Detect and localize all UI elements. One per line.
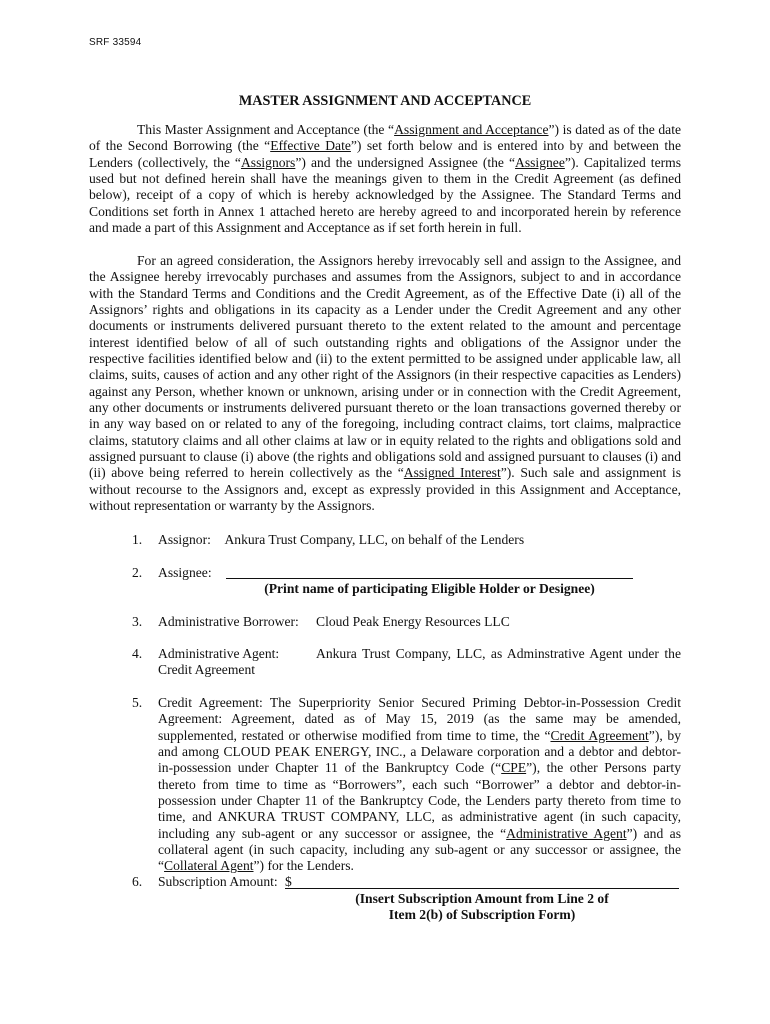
document-code: SRF 33594	[89, 37, 142, 48]
intro-text-1: This Master Assignment and Acceptance (the “	[137, 122, 395, 137]
currency-symbol: $	[285, 874, 292, 889]
item-label: Subscription Amount:	[158, 874, 278, 889]
defined-term-effective-date: Effective Date	[270, 138, 351, 154]
administrative-agent-label-continued: Credit Agreement	[158, 662, 256, 677]
defined-term-assignment-and-acceptance: Assignment and Acceptance	[394, 122, 549, 137]
item-number: 5.	[132, 695, 143, 710]
consideration-text-2: ”). Such sale and assignment is without recourse to the Assignors and, except as expressly provided in this Assignment and Acceptance, without representation or warranty by the Assignors.	[89, 465, 681, 514]
subscription-caption-line-2: Item 2(b) of Subscription Form)	[388, 907, 576, 922]
subscription-caption-line-1: (Insert Subscription Amount from Line 2 of	[355, 891, 609, 906]
defined-term-administrative-agent: Administrative Agent	[506, 825, 627, 841]
defined-term-credit-agreement: Credit Agreement	[550, 727, 649, 743]
credit-agreement-text-1: Credit Agreement: The Superpriority Senior Secured Priming Debtor-in-Possession Credit Agreement: Agreement, dated as of May 15, 2019 (as the same may be amended, supplemented, restated or otherwise modified from time to time, the “	[158, 695, 681, 743]
defined-term-cpe: CPE	[501, 760, 527, 776]
item-number: 3.	[132, 614, 143, 629]
document-title: MASTER ASSIGNMENT AND ACCEPTANCE	[238, 93, 532, 109]
item-number: 4.	[132, 646, 143, 661]
item-label: Administrative Borrower:	[158, 614, 299, 629]
credit-agreement-text-3: ”), the other Persons party thereto from time to time as “Borrowers”, each such “Borrower” a debtor and debtor-in-possession under Chapter 11 of the Bankruptcy Code, the Lenders party thereto from time to time, and ANKURA TRUST COMPANY, LLC, as administrative agent (in such capacity, including any sub-agent or any successor or assignee, the “	[158, 760, 681, 841]
item-number: 1.	[132, 532, 143, 547]
intro-text-4: ”) and the undersigned Assignee (the “	[295, 154, 516, 170]
consideration-paragraph	[89, 253, 681, 515]
item-body	[158, 532, 524, 548]
item-label: Assignee:	[158, 565, 212, 580]
intro-paragraph	[89, 122, 681, 236]
credit-agreement-text	[158, 695, 681, 875]
defined-term-collateral-agent: Collateral Agent	[164, 858, 254, 874]
intro-text-3: ”) set forth below and is entered into by and between the Lenders (collectively, the “	[89, 138, 681, 170]
defined-term-assignee: Assignee	[515, 154, 565, 170]
assignee-field-caption: (Print name of participating Eligible Holder or Designee)	[264, 581, 595, 596]
consideration-text-1: For an agreed consideration, the Assignors hereby irrevocably sell and assign to the Assignee, and the Assignee hereby irrevocably purchases and assumes from the Assignors, subject to and in accordance with the Standard Terms and Conditions and the Credit Agreement, as of the Effective Date (i) all of the Assignors’ rights and obligations in its capacity as a Lender under the Credit Agreement and any other documents or instruments delivered pursuant thereto to the extent related to the amount and percentage interest identified below of all of such outstanding rights and obligations of the Assignor under the respective facilities identified below and (ii) to the extent permitted to be assigned under applicable law, all claims, suits, causes of action and any other right of the Assignors (in their respective capacities as Lenders) against any Person, whether known or unknown, arising under or in connection with the Credit Agreement, any other documents or instruments delivered pursuant thereto or the loan transactions governed thereby or in any way based on or related to any of the foregoing, including contract claims, tort claims, malpractice claims, statutory claims and all other claims at law or in equity related to the rights and obligations sold and assigned pursuant to clause (i) above (the rights and obligations sold and assigned pursuant to clauses (i) and (ii) above being referred to herein collectively as the “	[89, 253, 681, 481]
credit-agreement-text-4: ”) and as collateral agent (in such capacity, including any sub-agent or any successor or assignee, the “	[158, 825, 681, 874]
credit-agreement-text-5: ”) for the Lenders.	[253, 858, 354, 874]
intro-text-2: ”) is dated as of the date of the Second Borrowing (the “	[89, 122, 682, 154]
assignor-value: Ankura Trust Company, LLC, on behalf of the Lenders	[224, 532, 525, 547]
credit-agreement-text-2: ”), by and among CLOUD PEAK ENERGY, INC., a Delaware corporation and a debtor and debtor-in-possession under Chapter 11 of the Bankruptcy Code (“	[158, 727, 682, 776]
assignee-name-field[interactable]	[226, 578, 633, 579]
defined-term-assignors: Assignors	[240, 154, 296, 170]
item-label: Assignor:	[158, 532, 211, 547]
item-number: 2.	[132, 565, 143, 580]
administrative-borrower-value: Cloud Peak Energy Resources LLC	[316, 614, 510, 629]
administrative-agent-value: Ankura Trust Company, LLC, as Adminstrative Agent under the	[316, 646, 681, 661]
item-number: 6.	[132, 874, 143, 889]
defined-term-assigned-interest: Assigned Interest	[403, 465, 501, 481]
subscription-amount-field[interactable]	[285, 888, 679, 889]
item-label: Administrative Agent:	[158, 646, 280, 661]
intro-text-5: ”). Capitalized terms used but not defined herein shall have the meanings given to them in the Credit Agreement (as defined below), receipt of a copy of which is hereby acknowledged by the Assignee. The Standard Terms and Conditions set forth in Annex 1 attached hereto are hereby agreed to and incorporated herein by reference and made a part of this Assignment and Acceptance as if set forth herein in full.	[89, 154, 681, 236]
